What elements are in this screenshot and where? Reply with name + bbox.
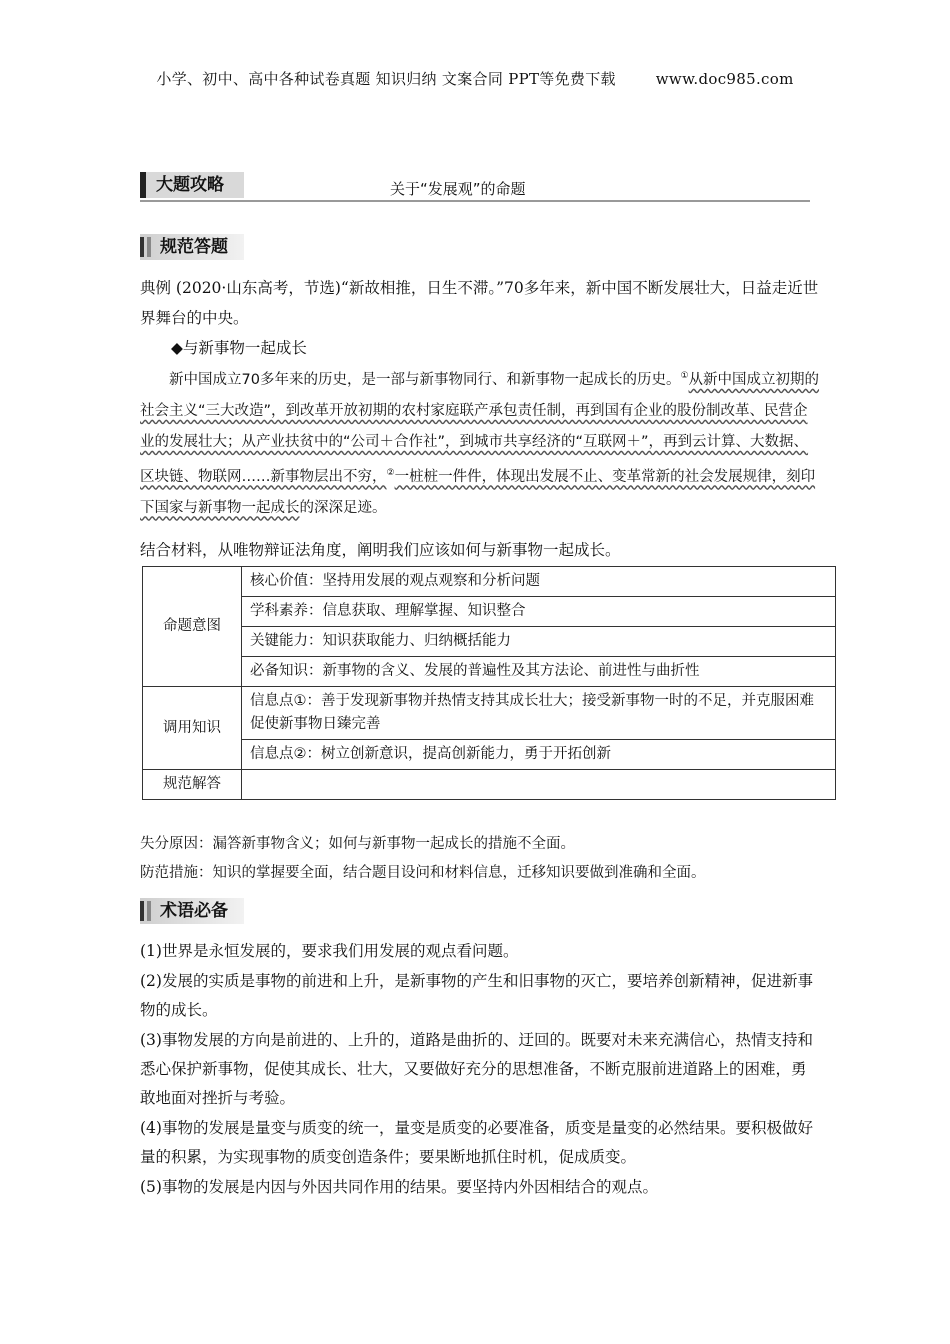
term-4: (4)事物的发展是量变与质变的统一，量变是质变的必要准备，质变是量变的必然结果。要积极做好量的积累，为实现事物的质变创造条件；要果断地抓住时机，促成质变。 — [140, 1119, 813, 1166]
header-text: 小学、初中、高中各种试卷真题 知识归纳 文案合同 PPT等免费下载 — [156, 70, 616, 88]
mark-1: ① — [680, 371, 689, 381]
cell-knowledge: 必备知识：新事物的含义、发展的普遍性及其方法论、前进性与曲折性 — [242, 657, 836, 687]
header-site: www.doc985.com — [655, 70, 794, 88]
section-title: 关于“发展观”的命题 — [390, 180, 526, 198]
term-5: (5)事物的发展是内因与外因共同作用的结果。要坚持内外因相结合的观点。 — [140, 1178, 658, 1196]
table-row — [143, 657, 836, 687]
mark-2: ② — [386, 467, 395, 478]
material-block — [140, 361, 820, 524]
prevent-measure: 防范措施：知识的掌握要全面，结合题目设问和材料信息，迁移知识要做到准确和全面。 — [140, 865, 706, 881]
cell-cat-2: 调用知识 — [143, 687, 242, 770]
table-row — [143, 567, 836, 597]
question: 结合材料，从唯物辩证法角度，阐明我们应该如何与新事物一起成长。 — [140, 541, 621, 559]
cell-info-2: 信息点②：树立创新意识，提高创新能力，勇于开拓创新 — [242, 740, 836, 770]
cell-ability: 关键能力：知识获取能力、归纳概括能力 — [242, 627, 836, 657]
cell-answer — [242, 770, 836, 800]
section-tab: 大题攻略 — [140, 172, 244, 198]
table-row — [143, 740, 836, 770]
section-header — [140, 172, 810, 202]
material-c: 一桩桩一件件，体现出发展不止、变革常新的社会发展规律，刻印下国家与新事物一起成长 — [140, 468, 816, 516]
material-b: 从新中国成立初期的社会主义“三大改造”，到改革开放初期的农村家庭联产承包责任制，再到国有企业的股份制改革、民营企业的发展壮大；从产业扶贫中的“公司＋合作社”，到城市共享经济的“互联网＋”，再到云计算、大数据、区块链、物联网……新事物层出不穷， — [140, 371, 820, 485]
example-paragraph: 典例 (2020·山东高考，节选)“新故相推，日生不滞。”70多年来，新中国不断发展壮大，日益走近世界舞台的中央。 — [140, 279, 819, 327]
page-header — [0, 68, 950, 89]
cell-cat-3: 规范解答 — [143, 770, 242, 800]
table-row — [143, 770, 836, 800]
material-d: 的深深足迹。 — [299, 499, 387, 516]
loss-reason: 失分原因：漏答新事物含义；如何与新事物一起成长的措施不全面。 — [140, 836, 575, 852]
material-a: 新中国成立70多年来的历史，是一部与新事物同行、和新事物一起成长的历史。 — [169, 371, 681, 388]
table-row — [143, 597, 836, 627]
term-2: (2)发展的实质是事物的前进和上升，是新事物的产生和旧事物的灭亡，要培养创新精神，促进新事物的成长。 — [140, 972, 813, 1019]
intent-table — [142, 566, 836, 800]
table-row — [143, 687, 836, 740]
cell-core-value: 核心价值：坚持用发展的观点观察和分析问题 — [242, 567, 836, 597]
label-guifan: 规范答题 — [140, 234, 244, 260]
term-3: (3)事物发展的方向是前进的、上升的，道路是曲折的、迂回的。既要对未来充满信心，热情支持和悉心保护新事物，促使其成长、壮大，又要做好充分的思想准备，不断克服前进道路上的困难，勇敢地面对挫折与考验。 — [140, 1031, 813, 1107]
cell-cat-1: 命题意图 — [143, 567, 242, 687]
cell-info-1: 信息点①：善于发现新事物并热情支持其成长壮大；接受新事物一时的不足，并克服困难促使新事物日臻完善 — [242, 687, 836, 740]
term-1: (1)世界是永恒发展的，要求我们用发展的观点看问题。 — [140, 942, 519, 960]
cell-literacy: 学科素养：信息获取、理解掌握、知识整合 — [242, 597, 836, 627]
label-terms: 术语必备 — [140, 898, 244, 924]
table-row — [143, 627, 836, 657]
bullet-heading: ◆与新事物一起成长 — [171, 339, 307, 357]
